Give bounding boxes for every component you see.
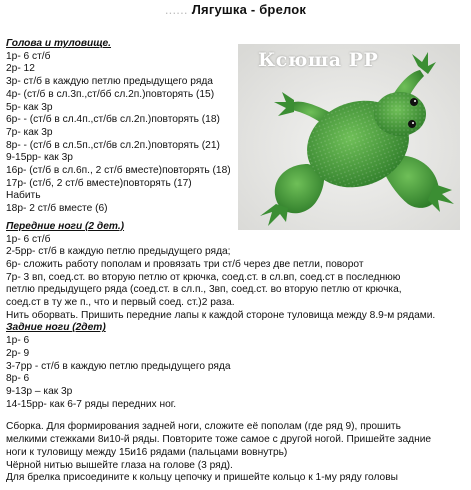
pattern-line: 7р- как 3р [6, 126, 53, 138]
pattern-line: 3-7рр - ст/б в каждую петлю предыдущего ряда [6, 360, 231, 372]
pattern-line: 8р- 6 [6, 373, 30, 385]
pattern-line: 4р- (ст/б в сл.3п.,ст/бб сл.2п.)повторять (15) [6, 88, 215, 100]
pattern-line: Для брелка присоедините к кольцу цепочку и пришейте кольцо к 1-му ряду головы [6, 472, 398, 484]
pattern-line: 16р- (ст/б в сл.6п., 2 ст/б вместе)повторять (18) [6, 165, 231, 177]
pattern-line: петлю предыдущего ряда (соед.ст. в сл.п., 3вп, соед.ст. во вторую петлю от крючка, [6, 284, 402, 296]
pattern-line: Чёрной нитью вышейте глаза на голове (3 ряд). [6, 459, 233, 471]
pattern-line: 9-13р – как 3р [6, 385, 73, 397]
pattern-line: 2р- 9 [6, 347, 30, 359]
section-heading-back-legs: Задние ноги (2дет) [6, 322, 106, 334]
watermark-text: Ксюша PP [258, 49, 379, 71]
pattern-line: 6р- сложить работу пополам и провязать три ст/б через две петли, поворот [6, 258, 364, 270]
pattern-line: 2р- 12 [6, 63, 35, 75]
section-heading-head-body: Голова и туловище. [6, 38, 112, 49]
pattern-line: 6р- - (ст/б в сл.4п.,ст/бв сл.2п.)повторять (18) [6, 114, 220, 126]
title-prefix: ...... [164, 2, 188, 17]
title-main: Лягушка - брелок [191, 2, 307, 17]
pattern-line: ноги к туловищу между 15и16 рядами (пальцами вовнутрь) [6, 446, 288, 458]
pattern-line: 7р- 3 вп, соед.ст. во вторую петлю от крючка, соед.ст. в сл.вп, соед.ст в последнюю [6, 271, 401, 283]
pattern-line: мелкими стежками 8и10-й ряды. Повторите тоже самое с другой ногой. Пришейте задние [6, 434, 432, 446]
pattern-line: 3р- ст/б в каждую петлю предыдущего ряда [6, 76, 213, 88]
pattern-line: 18р- 2 ст/б вместе (6) [6, 203, 108, 215]
pattern-line: 1р- 6 ст/б [6, 233, 51, 245]
pattern-line: 9-15рр- как 3р [6, 152, 73, 164]
pattern-line: 17р- (ст/б, 2 ст/б вместе)повторять (17) [6, 177, 192, 189]
pattern-text [6, 38, 466, 485]
pattern-line: 5р- как 3р [6, 101, 53, 113]
pattern-line: 2-5рр- ст/б в каждую петлю предыдущего ряда; [6, 246, 231, 258]
pattern-line: Сборка. Для формирования задней ноги, сложите её пополам (где ряд 9), прошить [6, 421, 401, 433]
pattern-line: 8р- - (ст/б в сл.5п.,ст/бв сл.2п.)повторять (21) [6, 139, 220, 151]
pattern-line: Набить [6, 190, 41, 202]
document-title [0, 2, 471, 17]
pattern-line: 1р- 6 ст/б [6, 50, 51, 62]
section-heading-front-legs: Передние ноги (2 дет.) [6, 220, 125, 232]
pattern-line: 14-15рр- как 6-7 ряды передних ног. [6, 398, 177, 410]
pattern-line: 1р- 6 [6, 335, 30, 347]
pattern-line: соед.ст в ту же п., что и первый соед. ст.)2 раза. [6, 297, 235, 309]
pattern-line: Нить оборвать. Пришить передние лапы к каждой стороне туловища между 8.9-м рядами. [6, 309, 436, 321]
